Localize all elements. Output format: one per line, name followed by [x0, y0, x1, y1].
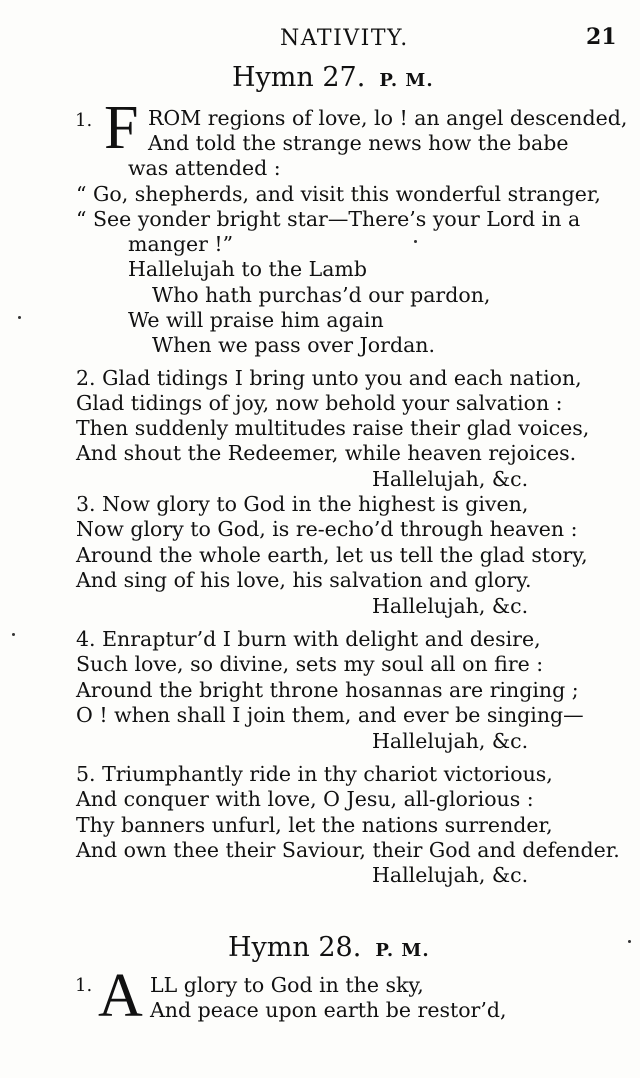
verse-line: 2. Glad tidings I bring unto you and each nation,	[76, 366, 582, 390]
verse-line: And conquer with love, O Jesu, all-glorious :	[76, 787, 534, 811]
verse-line: manger !”	[128, 232, 234, 256]
chorus-line: When we pass over Jordan.	[152, 333, 436, 357]
verse-line: Such love, so divine, sets my soul all on fire :	[76, 652, 544, 676]
chorus-line: Who hath purchas’d our pardon,	[152, 283, 491, 307]
verse-line: Around the bright throne hosannas are ringing ;	[76, 678, 579, 702]
print-speck	[12, 633, 15, 636]
verse-line: ROM regions of love, lo ! an angel descended,	[148, 106, 628, 130]
chorus-line: We will praise him again	[128, 308, 384, 332]
verse-number: 1.	[75, 975, 93, 996]
verse-line: Thy banners unfurl, let the nations surrender,	[76, 813, 553, 837]
hymn-27-title-text: Hymn 27.	[232, 62, 366, 93]
page-number: 21	[586, 24, 617, 50]
refrain-line: Hallelujah, &c.	[372, 863, 529, 887]
hymn-27-title	[232, 62, 434, 93]
running-head: NATIVITY.	[280, 26, 409, 51]
verse-line: And peace upon earth be restor’d,	[150, 998, 507, 1022]
verse-line: Glad tidings of joy, now behold your salvation :	[76, 391, 563, 415]
verse-number: 1.	[75, 110, 93, 131]
verse-line: LL glory to God in the sky,	[150, 973, 424, 997]
print-speck	[628, 940, 631, 943]
refrain-line: Hallelujah, &c.	[372, 729, 529, 753]
hymn-28-title-text: Hymn 28.	[228, 932, 362, 963]
print-speck	[18, 316, 21, 319]
verse-line: was attended :	[128, 156, 281, 180]
print-speck	[414, 240, 417, 243]
refrain-line: Hallelujah, &c.	[372, 467, 529, 491]
verse-line: “ Go, shepherds, and visit this wonderful stranger,	[76, 182, 601, 206]
verse-line: And sing of his love, his salvation and glory.	[76, 568, 532, 592]
hymn-28-meter: P. M.	[375, 940, 430, 961]
verse-line: And own thee their Saviour, their God and defender.	[76, 838, 620, 862]
verse-line: Then suddenly multitudes raise their glad voices,	[76, 416, 590, 440]
verse-line: 4. Enraptur’d I burn with delight and desire,	[76, 627, 541, 651]
verse-line: O ! when shall I join them, and ever be singing—	[76, 703, 584, 727]
verse-line: 5. Triumphantly ride in thy chariot victorious,	[76, 762, 553, 786]
hymn-27-meter: P. M.	[379, 70, 434, 91]
verse-line: 3. Now glory to God in the highest is given,	[76, 492, 529, 516]
verse-line: “ See yonder bright star—There’s your Lord in a	[76, 207, 581, 231]
verse-line: And shout the Redeemer, while heaven rejoices.	[76, 441, 577, 465]
verse-line: Now glory to God, is re-echo’d through heaven :	[76, 517, 578, 541]
verse-line: Around the whole earth, let us tell the glad story,	[76, 543, 588, 567]
chorus-line: Hallelujah to the Lamb	[128, 257, 367, 281]
hymn-28-title	[228, 932, 430, 963]
drop-cap: A	[98, 962, 143, 1030]
refrain-line: Hallelujah, &c.	[372, 594, 529, 618]
drop-cap: F	[104, 94, 139, 162]
verse-line: And told the strange news how the babe	[148, 131, 569, 155]
